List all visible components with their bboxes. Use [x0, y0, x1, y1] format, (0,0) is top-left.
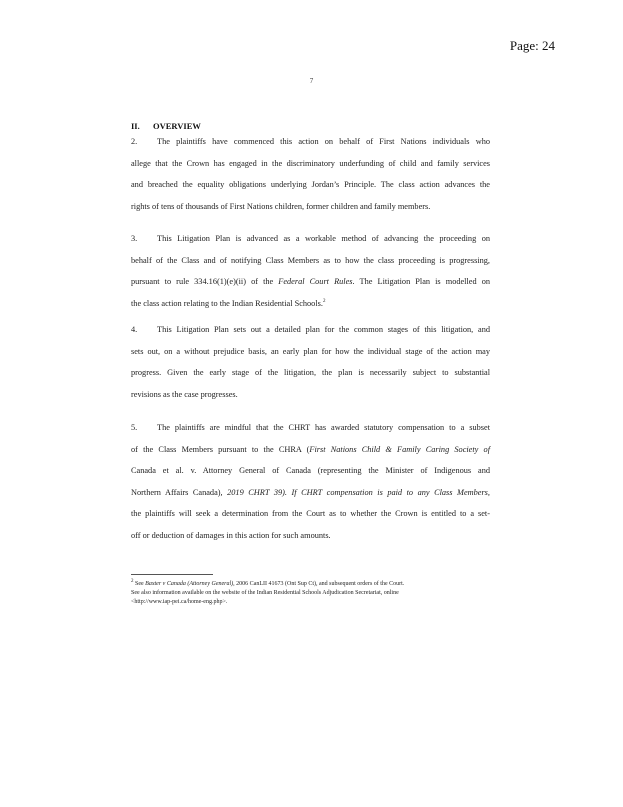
paragraph-line: revisions as the case progresses.: [131, 389, 238, 399]
paragraph-line: 4. This Litigation Plan sets out a detailed plan for the common stages of this litigation, and: [131, 319, 490, 341]
footnote-reference: 2: [322, 299, 326, 305]
paragraph-line: the class action relating to the Indian Residential Schools.$^2$: [131, 298, 326, 308]
section-number: II.: [131, 121, 140, 131]
paragraph-line: behalf of the Class and of notifying Class Members as to how the class proceeding is progressing,: [131, 255, 490, 265]
paragraph-line: sets out, on a without prejudice basis, an early plan for how the individual stage of the action may: [131, 346, 490, 356]
footnote-line: $^2$ See Baxter v Canada (Attorney General), 2006 CanLII 41673 (Ont Sup Ct), and subsequent orders of the Court.: [131, 579, 405, 587]
paragraph-line: rights of tens of thousands of First Nations children, former children and family members.: [131, 201, 431, 211]
page-number: 7: [309, 77, 314, 85]
footnote-line: <http://www.iap-pei.ca/home-eng.php>.: [131, 599, 228, 606]
paragraph-number: 5.: [131, 423, 138, 432]
paragraph-line: and breached the equality obligations underlying Jordan’s Principle. The class action advances the: [131, 180, 490, 190]
paragraph-number: 3.: [131, 234, 138, 243]
paragraph-line: progress. Given the early stage of the litigation, the plan is necessarily subject to substantial: [131, 368, 490, 378]
section-heading: [131, 121, 201, 131]
footnote: [131, 580, 496, 608]
paragraph-2: [131, 131, 490, 217]
paragraph-line: 5. The plaintiffs are mindful that the CHRT has awarded statutory compensation to a subset: [131, 417, 490, 439]
paragraph-line: allege that the Crown has engaged in the discriminatory underfunding of child and family services: [131, 158, 490, 168]
footnote-marker: 2: [131, 579, 134, 584]
paragraph-line: the plaintiffs will seek a determination from the Court as to whether the Crown is entitled to a set-: [131, 509, 490, 519]
paragraph-5: [131, 417, 490, 547]
paragraph-line: of the Class Members pursuant to the CHRA (First Nations Child & Family Caring Society of: [131, 444, 490, 454]
paragraph-line: off or deduction of damages in this action for such amounts.: [131, 530, 331, 540]
paragraph-line: 3. This Litigation Plan is advanced as a workable method of advancing the proceeding on: [131, 228, 490, 250]
paragraph-3: [131, 228, 490, 314]
footnote-line: See also information available on the website of the Indian Residential Schools Adjudication Secretariat, online: [131, 590, 399, 597]
paragraph-line: pursuant to rule 334.16(1)(e)(ii) of the Federal Court Rules. The Litigation Plan is modelled on: [131, 277, 490, 287]
footnote-rule: [131, 574, 213, 575]
section-title: OVERVIEW: [153, 121, 201, 131]
page-label: Page: 24: [509, 38, 555, 53]
paragraph-line: Northern Affairs Canada), 2019 CHRT 39). If CHRT compensation is paid to any Class Members,: [131, 487, 490, 497]
paragraph-number: 2.: [131, 137, 138, 146]
paragraph-4: [131, 319, 490, 405]
paragraph-line: Canada et al. v. Attorney General of Canada (representing the Minister of Indigenous and: [131, 466, 490, 476]
paragraph-number: 4.: [131, 325, 138, 334]
paragraph-line: 2. The plaintiffs have commenced this action on behalf of First Nations individuals who: [131, 131, 490, 153]
